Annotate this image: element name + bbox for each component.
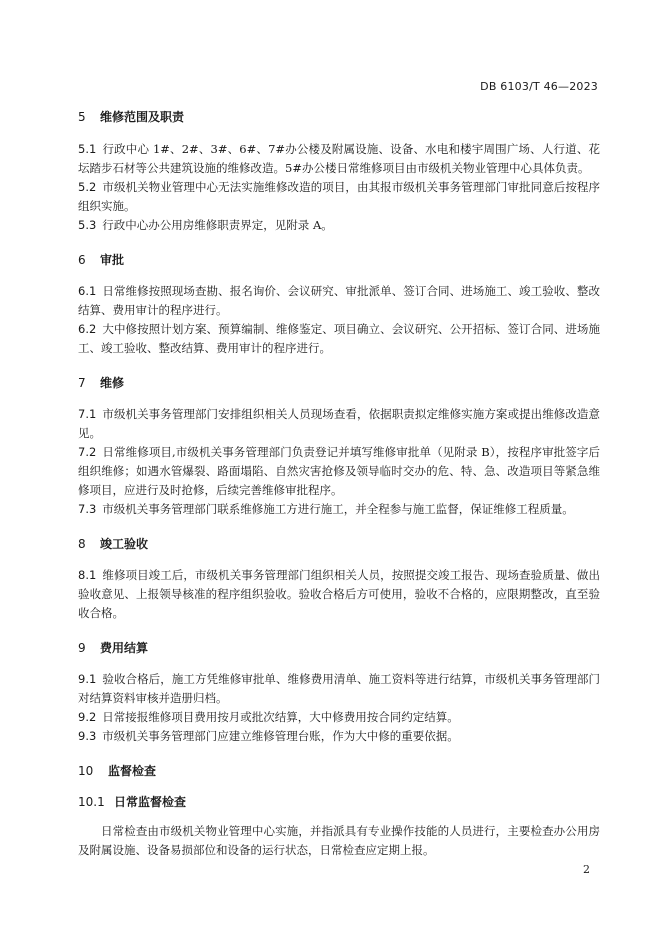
clause-number: 7.1 bbox=[78, 407, 97, 421]
clause-6-1 bbox=[78, 282, 600, 320]
clause-number: 7.2 bbox=[78, 445, 97, 459]
subsection-title: 日常监督检查 bbox=[114, 795, 187, 809]
document-code: DB 6103/T 46—2023 bbox=[480, 80, 598, 93]
clause-7-1 bbox=[78, 405, 600, 443]
clause-text: 维修项目竣工后，市级机关事务管理部门组织相关人员，按照提交竣工报告、现场查验质量、做出验收意见、上报领导核准的程序组织验收。验收合格后方可使用，验收不合格的，应限期整改，直至验收合格。 bbox=[78, 568, 600, 620]
page-number: 2 bbox=[583, 863, 590, 876]
clause-7-3 bbox=[78, 500, 600, 519]
clause-text: 日常维修项目,市级机关事务管理部门负责登记并填写维修审批单（见附录 B），按程序审批签字后组织维修；如遇水管爆裂、路面塌陷、自然灾害抢修及领导临时交办的危、特、急、改造项目等紧急维修项目，应进行及时抢修，后续完善维修审批程序。 bbox=[78, 445, 600, 497]
clause-5-2 bbox=[78, 178, 600, 216]
clause-5-1 bbox=[78, 140, 600, 178]
subsection-number: 10.1 bbox=[78, 795, 105, 809]
clause-number: 7.3 bbox=[78, 502, 97, 516]
clause-9-1 bbox=[78, 670, 600, 708]
clause-text: 市级机关事务管理部门联系维修施工方进行施工，并全程参与施工监督，保证维修工程质量。 bbox=[102, 502, 574, 516]
section-title: 维修范围及职责 bbox=[100, 110, 185, 124]
section-title: 费用结算 bbox=[100, 641, 149, 655]
clause-text: 验收合格后，施工方凭维修审批单、维修费用清单、施工资料等进行结算，市级机关事务管理部门对结算资料审核并造册归档。 bbox=[78, 672, 600, 705]
section-number: 5 bbox=[78, 110, 86, 124]
clause-text: 日常接报维修项目费用按月或批次结算，大中修费用按合同约定结算。 bbox=[102, 710, 459, 724]
clause-text: 市级机关事务管理部门安排组织相关人员现场查看，依据职责拟定维修实施方案或提出维修改造意见。 bbox=[78, 407, 600, 440]
section-title: 维修 bbox=[100, 376, 125, 390]
clause-8-1 bbox=[78, 566, 600, 623]
section-title: 审批 bbox=[100, 253, 125, 267]
clause-number: 5.3 bbox=[78, 218, 97, 232]
section-heading-5 bbox=[78, 108, 600, 125]
clause-number: 9.3 bbox=[78, 729, 97, 743]
clause-number: 6.1 bbox=[78, 284, 97, 298]
subsection-paragraph: 日常检查由市级机关物业管理中心实施，并指派具有专业操作技能的人员进行，主要检查办公用房及附属设施、设备易损部位和设备的运行状态，日常检查应定期上报。 bbox=[78, 824, 600, 857]
clause-number: 6.2 bbox=[78, 322, 97, 336]
section-number: 6 bbox=[78, 253, 86, 267]
section-heading-10 bbox=[78, 762, 600, 779]
section-heading-6 bbox=[78, 251, 600, 268]
clause-text: 行政中心 1#、2#、3#、6#、7#办公楼及附属设施、设备、水电和楼宇周围广场、人行道、花坛踏步石材等公共建筑设施的维修改造。5#办公楼日常维修项目由市级机关物业管理中心具体负责。 bbox=[78, 142, 600, 175]
clause-number: 8.1 bbox=[78, 568, 97, 582]
section-heading-7 bbox=[78, 374, 600, 391]
clause-text: 市级机关物业管理中心无法实施维修改造的项目，由其报市级机关事务管理部门审批同意后按程序组织实施。 bbox=[78, 180, 600, 213]
clause-text: 大中修按照计划方案、预算编制、维修鉴定、项目确立、会议研究、公开招标、签订合同、进场施工、竣工验收、整改结算、费用审计的程序进行。 bbox=[78, 322, 600, 355]
clause-number: 9.2 bbox=[78, 710, 97, 724]
clause-text: 日常维修按照现场查勘、报名询价、会议研究、审批派单、签订合同、进场施工、竣工验收、整改结算、费用审计的程序进行。 bbox=[78, 284, 600, 317]
section-number: 9 bbox=[78, 641, 86, 655]
clause-5-3 bbox=[78, 216, 600, 235]
section-number: 7 bbox=[78, 376, 86, 390]
clause-number: 9.1 bbox=[78, 672, 97, 686]
clause-9-3 bbox=[78, 727, 600, 746]
section-heading-9 bbox=[78, 639, 600, 656]
clause-text: 市级机关事务管理部门应建立维修管理台账，作为大中修的重要依据。 bbox=[102, 729, 459, 743]
subsection-heading-10-1 bbox=[78, 793, 600, 810]
section-title: 竣工验收 bbox=[100, 537, 149, 551]
section-number: 10 bbox=[78, 764, 94, 778]
section-title: 监督检查 bbox=[108, 764, 157, 778]
document-body bbox=[78, 104, 600, 860]
clause-number: 5.1 bbox=[78, 142, 97, 156]
clause-7-2 bbox=[78, 443, 600, 500]
section-number: 8 bbox=[78, 537, 86, 551]
section-heading-8 bbox=[78, 535, 600, 552]
clause-text: 行政中心办公用房维修职责界定，见附录 A。 bbox=[102, 218, 333, 232]
clause-9-2 bbox=[78, 708, 600, 727]
clause-number: 5.2 bbox=[78, 180, 97, 194]
clause-6-2 bbox=[78, 320, 600, 358]
